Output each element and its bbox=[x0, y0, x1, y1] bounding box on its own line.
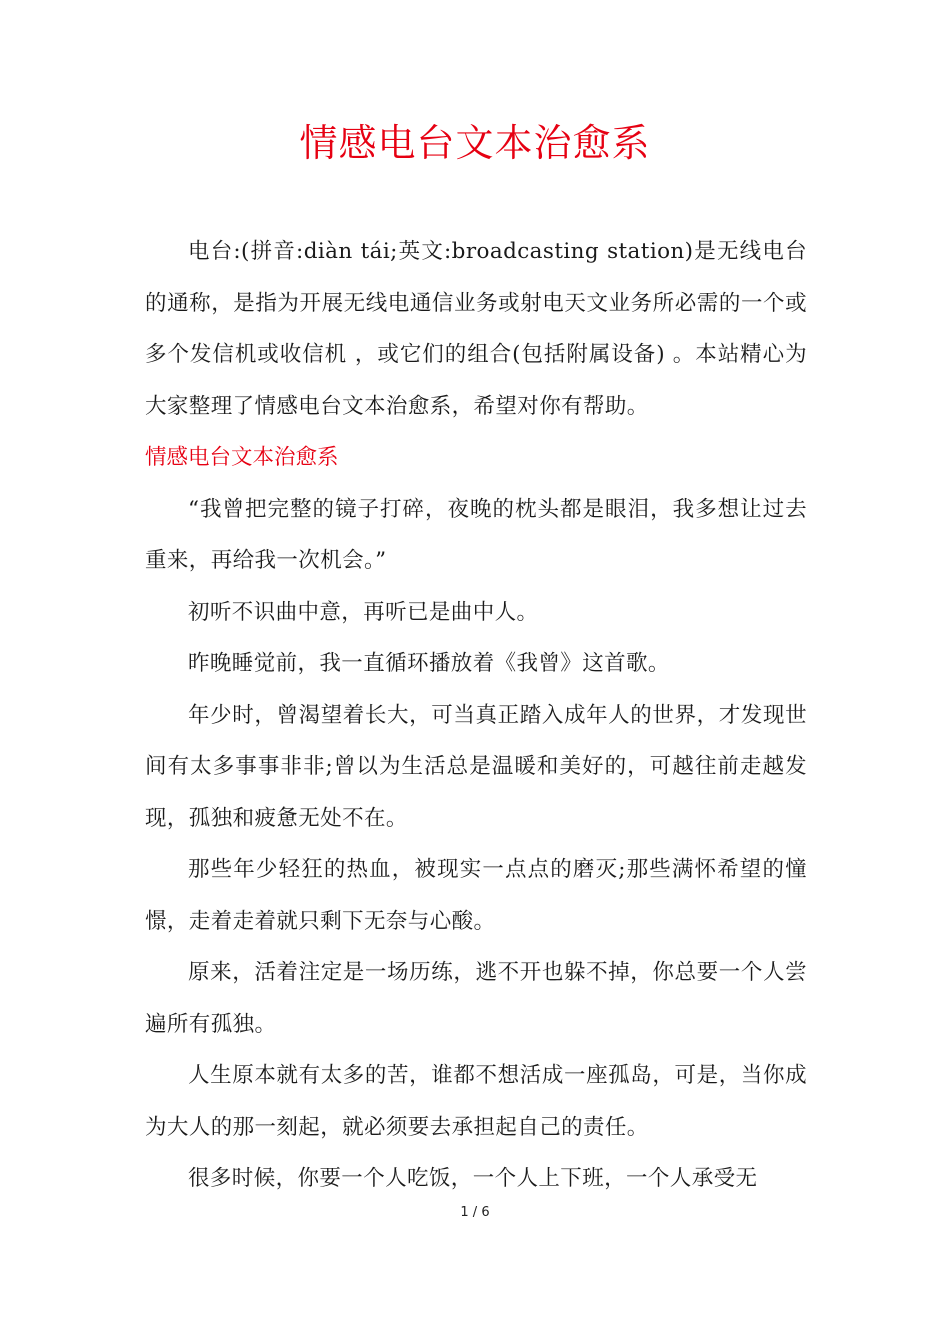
document-body bbox=[145, 226, 807, 1205]
body-paragraph: 人生原本就有太多的苦，谁都不想活成一座孤岛，可是，当你成为大人的那一刻起，就必须要去承担起自己的责任。 bbox=[145, 1063, 807, 1140]
document-title: 情感电台文本治愈系 bbox=[299, 121, 651, 165]
intro-paragraph: 电台:(拼音:diàn tái;英文:broadcasting station)是无线电台的通称，是指为开展无线电通信业务或射电天文业务所必需的一个或多个发信机或收信机 ，或它们的组合(包括附属设备) 。本站精心为大家整理了情感电台文本治愈系，希望对你有帮助。 bbox=[145, 239, 807, 419]
body-paragraph: 初听不识曲中意，再听已是曲中人。 bbox=[188, 599, 539, 625]
page-number: 1 / 6 bbox=[460, 1205, 490, 1220]
body-paragraph: 年少时，曾渴望着长大，可当真正踏入成年人的世界，才发现世间有太多事事非非;曾以为生活总是温暖和美好的，可越往前走越发现，孤独和疲惫无处不在。 bbox=[145, 702, 807, 831]
body-paragraph: 原来，活着注定是一场历练，逃不开也躲不掉，你总要一个人尝遍所有孤独。 bbox=[145, 960, 807, 1037]
body-paragraph: 那些年少轻狂的热血，被现实一点点的磨灭;那些满怀希望的憧憬，走着走着就只剩下无奈与心酸。 bbox=[145, 857, 807, 934]
section-heading: 情感电台文本治愈系 bbox=[145, 445, 339, 470]
body-paragraph: 很多时候，你要一个人吃饭，一个人上下班，一个人承受无 bbox=[188, 1166, 758, 1191]
body-paragraph: “我曾把完整的镜子打碎，夜晚的枕头都是眼泪，我多想让过去重来，再给我一次机会。” bbox=[145, 496, 807, 573]
body-paragraph: 昨晚睡觉前，我一直循环播放着《我曾》这首歌。 bbox=[188, 651, 670, 676]
